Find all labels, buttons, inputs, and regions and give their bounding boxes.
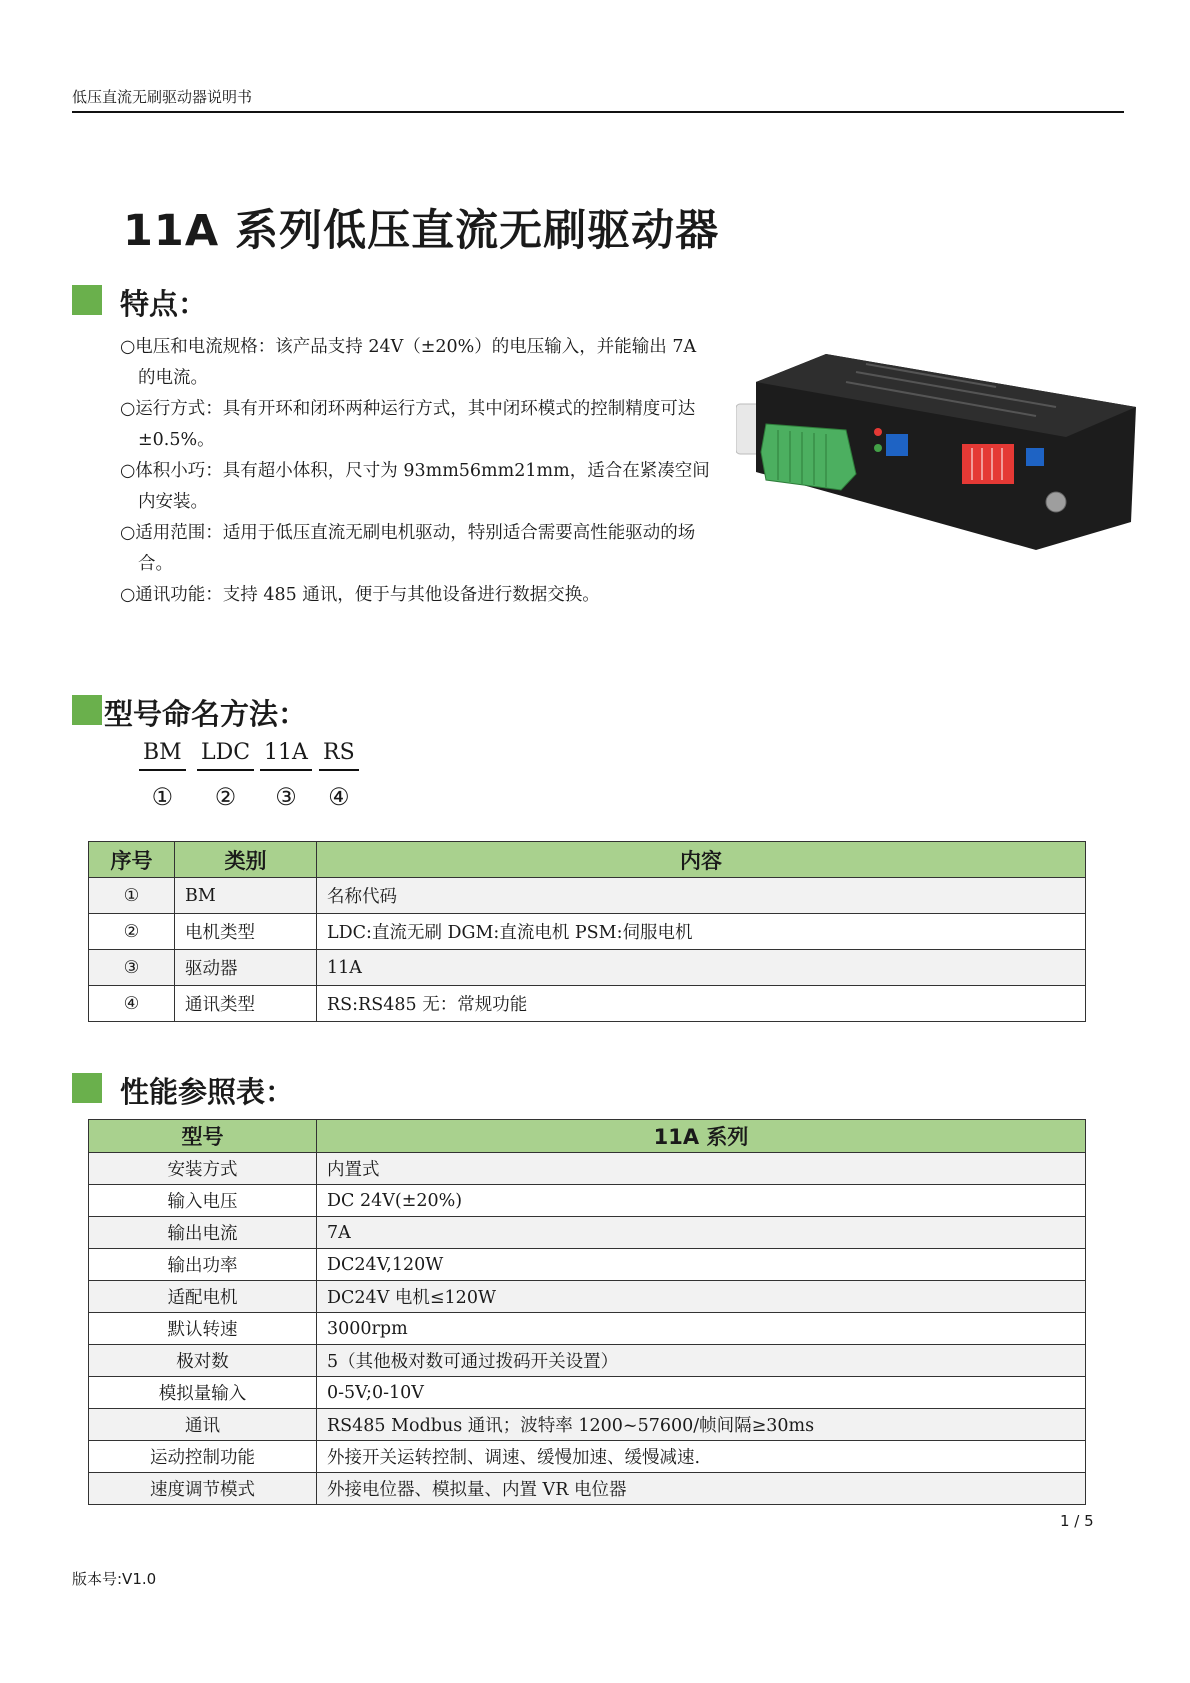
section-marker	[72, 695, 102, 725]
table-row: 输出功率 DC24V,120W	[89, 1249, 1086, 1281]
document-title: 11A 系列低压直流无刷驱动器	[123, 206, 720, 256]
features-heading: 特点：	[120, 287, 208, 321]
dip-switch	[962, 444, 1014, 484]
table-row: 默认转速 3000rpm	[89, 1313, 1086, 1345]
table-row: ④ 通讯类型 RS:RS485 无：常规功能	[89, 986, 1086, 1022]
version-label: 版本号:V1.0	[72, 1570, 157, 1588]
table-row: 输入电压 DC 24V(±20%)	[89, 1185, 1086, 1217]
column-header: 11A 系列	[317, 1120, 1086, 1153]
column-header: 类别	[175, 842, 317, 878]
table-row: 运动控制功能 外接开关运转控制、调速、缓慢加速、缓慢减速.	[89, 1441, 1086, 1473]
table-row: 速度调节模式 外接电位器、模拟量、内置 VR 电位器	[89, 1473, 1086, 1505]
table-row: 安装方式 内置式	[89, 1153, 1086, 1185]
code-part: 11A ③	[260, 740, 312, 811]
feature-item: ○通讯功能：支持 485 通讯，便于与其他设备进行数据交换。	[120, 585, 600, 605]
features-list	[120, 332, 715, 611]
naming-table	[88, 841, 1086, 1022]
feature-item: ○运行方式：具有开环和闭环两种运行方式，其中闭环模式的控制精度可达±0.5%。	[120, 399, 696, 450]
driver-product-image	[736, 352, 1146, 552]
table-row: 输出电流 7A	[89, 1217, 1086, 1249]
performance-heading: 性能参照表：	[120, 1075, 295, 1109]
table-row: ② 电机类型 LDC:直流无刷 DGM:直流电机 PSM:伺服电机	[89, 914, 1086, 950]
feature-item: ○适用范围：适用于低压直流无刷电机驱动，特别适合需要高性能驱动的场合。	[120, 523, 696, 574]
column-header: 内容	[317, 842, 1086, 878]
code-part: RS ④	[319, 740, 359, 811]
feature-item: ○电压和电流规格：该产品支持 24V（±20%）的电压输入，并能输出 7A 的电流。	[120, 337, 697, 388]
table-row: ③ 驱动器 11A	[89, 950, 1086, 986]
table-row: 极对数 5（其他极对数可通过拨码开关设置）	[89, 1345, 1086, 1377]
section-marker	[72, 285, 102, 315]
table-row: 通讯 RS485 Modbus 通讯；波特率 1200~57600/帧间隔≥30ms	[89, 1409, 1086, 1441]
header-divider	[72, 111, 1124, 113]
column-header: 序号	[89, 842, 175, 878]
code-part: LDC ②	[197, 740, 254, 811]
code-part: BM ①	[139, 740, 186, 811]
performance-table	[88, 1119, 1086, 1505]
section-marker	[72, 1073, 102, 1103]
feature-item: ○体积小巧：具有超小体积，尺寸为 93mm56mm21mm，适合在紧凑空间内安装。	[120, 461, 710, 512]
running-header: 低压直流无刷驱动器说明书	[72, 88, 253, 106]
naming-heading: 型号命名方法：	[104, 697, 308, 731]
table-row: ① BM 名称代码	[89, 878, 1086, 914]
table-row: 适配电机 DC24V 电机≤120W	[89, 1281, 1086, 1313]
table-row: 模拟量输入 0-5V;0-10V	[89, 1377, 1086, 1409]
column-header: 型号	[89, 1120, 317, 1153]
green-terminal-block	[761, 424, 856, 490]
page-number: 1 / 5	[1060, 1512, 1094, 1530]
